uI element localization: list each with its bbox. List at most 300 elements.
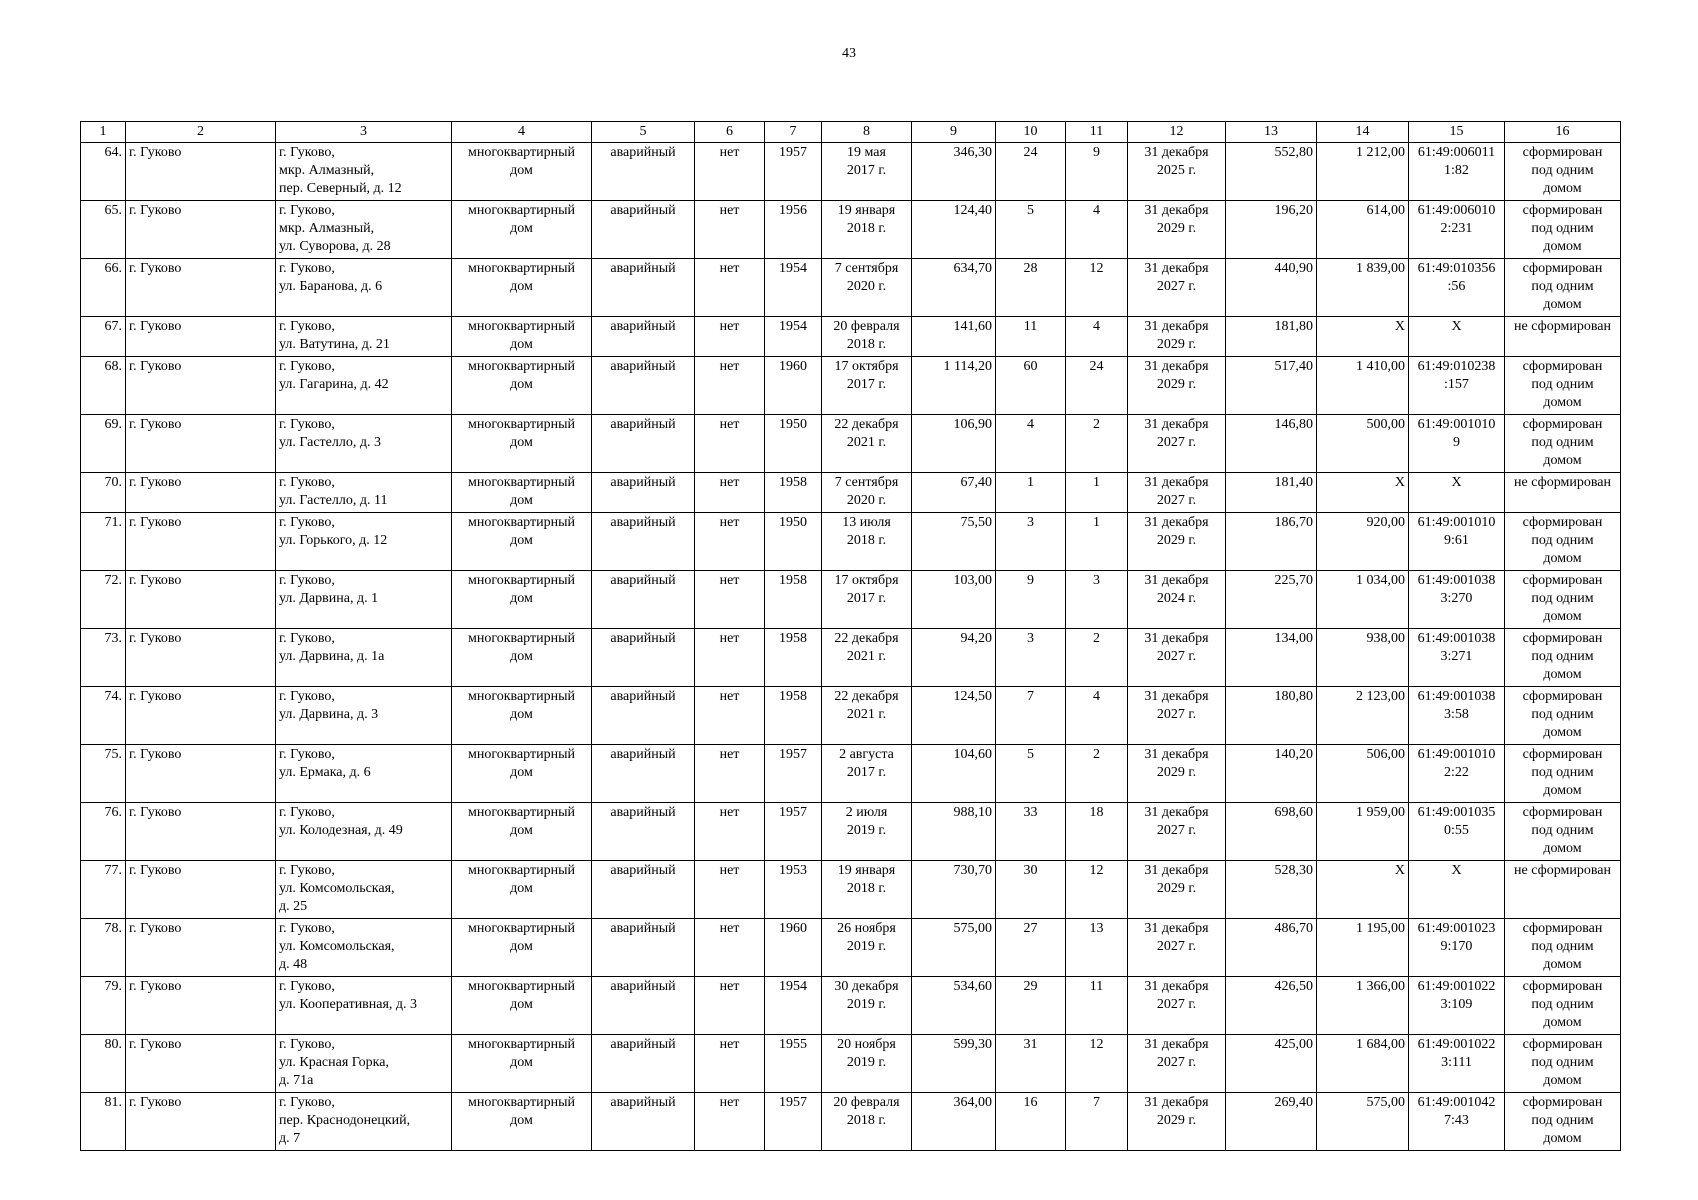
- cadastre-cell: Х: [1409, 861, 1505, 919]
- city-cell: г. Гуково: [126, 919, 276, 977]
- col10-cell: 31: [996, 1035, 1066, 1093]
- cadastre-cell: 61:49:001042 7:43: [1409, 1093, 1505, 1151]
- year-cell: 1956: [765, 201, 822, 259]
- flag-cell: нет: [695, 571, 765, 629]
- table-row: [81, 803, 1621, 861]
- status-cell: аварийный: [592, 977, 695, 1035]
- col13-cell: 528,30: [1226, 861, 1317, 919]
- col10-cell: 5: [996, 201, 1066, 259]
- address-cell: г. Гуково, ул. Гастелло, д. 3: [276, 415, 452, 473]
- city-cell: г. Гуково: [126, 473, 276, 513]
- deadline-cell: 31 декабря 2027 г.: [1128, 415, 1226, 473]
- recognition-date-cell: 26 ноября 2019 г.: [822, 919, 912, 977]
- cadastre-cell: 61:49:001023 9:170: [1409, 919, 1505, 977]
- column-header-11: 11: [1066, 122, 1128, 143]
- year-cell: 1957: [765, 1093, 822, 1151]
- area-cell: 67,40: [912, 473, 996, 513]
- row-number: 76.: [81, 803, 126, 861]
- deadline-cell: 31 декабря 2024 г.: [1128, 571, 1226, 629]
- recognition-date-cell: 22 декабря 2021 г.: [822, 687, 912, 745]
- area-cell: 575,00: [912, 919, 996, 977]
- col13-cell: 140,20: [1226, 745, 1317, 803]
- cadastre-cell: Х: [1409, 473, 1505, 513]
- table-row: [81, 1093, 1621, 1151]
- area-cell: 124,40: [912, 201, 996, 259]
- flag-cell: нет: [695, 1093, 765, 1151]
- building-type-cell: многоквартирный дом: [452, 861, 592, 919]
- area-cell: 364,00: [912, 1093, 996, 1151]
- col10-cell: 11: [996, 317, 1066, 357]
- land-status-cell: сформирован под одним домом: [1505, 201, 1621, 259]
- cadastre-cell: 61:49:001035 0:55: [1409, 803, 1505, 861]
- address-cell: г. Гуково, ул. Баранова, д. 6: [276, 259, 452, 317]
- area-cell: 346,30: [912, 143, 996, 201]
- status-cell: аварийный: [592, 317, 695, 357]
- land-status-cell: сформирован под одним домом: [1505, 977, 1621, 1035]
- land-status-cell: не сформирован: [1505, 473, 1621, 513]
- table-row: [81, 473, 1621, 513]
- land-status-cell: сформирован под одним домом: [1505, 513, 1621, 571]
- row-number: 80.: [81, 1035, 126, 1093]
- flag-cell: нет: [695, 1035, 765, 1093]
- col14-cell: 506,00: [1317, 745, 1409, 803]
- flag-cell: нет: [695, 745, 765, 803]
- address-cell: г. Гуково, ул. Колодезная, д. 49: [276, 803, 452, 861]
- year-cell: 1957: [765, 803, 822, 861]
- city-cell: г. Гуково: [126, 317, 276, 357]
- address-cell: г. Гуково, ул. Гагарина, д. 42: [276, 357, 452, 415]
- col14-cell: 920,00: [1317, 513, 1409, 571]
- building-type-cell: многоквартирный дом: [452, 1093, 592, 1151]
- col10-cell: 29: [996, 977, 1066, 1035]
- table-row: [81, 919, 1621, 977]
- city-cell: г. Гуково: [126, 977, 276, 1035]
- year-cell: 1958: [765, 629, 822, 687]
- table-row: [81, 357, 1621, 415]
- column-header-14: 14: [1317, 122, 1409, 143]
- column-header-2: 2: [126, 122, 276, 143]
- year-cell: 1954: [765, 977, 822, 1035]
- deadline-cell: 31 декабря 2029 г.: [1128, 317, 1226, 357]
- row-number: 67.: [81, 317, 126, 357]
- cadastre-cell: 61:49:001010 9:61: [1409, 513, 1505, 571]
- row-number: 78.: [81, 919, 126, 977]
- column-header-3: 3: [276, 122, 452, 143]
- table-header: [81, 122, 1621, 143]
- address-cell: г. Гуково, ул. Ермака, д. 6: [276, 745, 452, 803]
- city-cell: г. Гуково: [126, 259, 276, 317]
- land-status-cell: сформирован под одним домом: [1505, 571, 1621, 629]
- table-row: [81, 317, 1621, 357]
- land-status-cell: сформирован под одним домом: [1505, 745, 1621, 803]
- cadastre-cell: 61:49:001038 3:271: [1409, 629, 1505, 687]
- col11-cell: 12: [1066, 1035, 1128, 1093]
- deadline-cell: 31 декабря 2029 г.: [1128, 1093, 1226, 1151]
- deadline-cell: 31 декабря 2027 г.: [1128, 919, 1226, 977]
- year-cell: 1954: [765, 317, 822, 357]
- address-cell: г. Гуково, ул. Дарвина, д. 1а: [276, 629, 452, 687]
- table-row: [81, 745, 1621, 803]
- column-header-9: 9: [912, 122, 996, 143]
- col10-cell: 60: [996, 357, 1066, 415]
- col10-cell: 30: [996, 861, 1066, 919]
- column-header-13: 13: [1226, 122, 1317, 143]
- col14-cell: Х: [1317, 861, 1409, 919]
- city-cell: г. Гуково: [126, 629, 276, 687]
- building-type-cell: многоквартирный дом: [452, 629, 592, 687]
- col14-cell: Х: [1317, 317, 1409, 357]
- table-row: [81, 259, 1621, 317]
- column-header-5: 5: [592, 122, 695, 143]
- col14-cell: 938,00: [1317, 629, 1409, 687]
- row-number: 77.: [81, 861, 126, 919]
- area-cell: 730,70: [912, 861, 996, 919]
- area-cell: 141,60: [912, 317, 996, 357]
- building-type-cell: многоквартирный дом: [452, 473, 592, 513]
- year-cell: 1950: [765, 513, 822, 571]
- year-cell: 1958: [765, 687, 822, 745]
- cadastre-cell: 61:49:006011 1:82: [1409, 143, 1505, 201]
- col11-cell: 3: [1066, 571, 1128, 629]
- col10-cell: 3: [996, 513, 1066, 571]
- row-number: 72.: [81, 571, 126, 629]
- col13-cell: 698,60: [1226, 803, 1317, 861]
- address-cell: г. Гуково, ул. Дарвина, д. 3: [276, 687, 452, 745]
- address-cell: г. Гуково, мкр. Алмазный, пер. Северный, д. 12: [276, 143, 452, 201]
- col11-cell: 7: [1066, 1093, 1128, 1151]
- cadastre-cell: 61:49:001010 2:22: [1409, 745, 1505, 803]
- land-status-cell: сформирован под одним домом: [1505, 415, 1621, 473]
- land-status-cell: сформирован под одним домом: [1505, 687, 1621, 745]
- status-cell: аварийный: [592, 357, 695, 415]
- col13-cell: 180,80: [1226, 687, 1317, 745]
- flag-cell: нет: [695, 415, 765, 473]
- address-cell: г. Гуково, ул. Кооперативная, д. 3: [276, 977, 452, 1035]
- building-type-cell: многоквартирный дом: [452, 571, 592, 629]
- area-cell: 104,60: [912, 745, 996, 803]
- building-type-cell: многоквартирный дом: [452, 1035, 592, 1093]
- city-cell: г. Гуково: [126, 143, 276, 201]
- deadline-cell: 31 декабря 2027 г.: [1128, 259, 1226, 317]
- column-header-7: 7: [765, 122, 822, 143]
- year-cell: 1960: [765, 919, 822, 977]
- city-cell: г. Гуково: [126, 803, 276, 861]
- col13-cell: 425,00: [1226, 1035, 1317, 1093]
- status-cell: аварийный: [592, 803, 695, 861]
- status-cell: аварийный: [592, 415, 695, 473]
- area-cell: 988,10: [912, 803, 996, 861]
- city-cell: г. Гуково: [126, 415, 276, 473]
- col11-cell: 1: [1066, 513, 1128, 571]
- col14-cell: 1 410,00: [1317, 357, 1409, 415]
- status-cell: аварийный: [592, 1035, 695, 1093]
- col11-cell: 4: [1066, 201, 1128, 259]
- address-cell: г. Гуково, ул. Гастелло, д. 11: [276, 473, 452, 513]
- col11-cell: 4: [1066, 687, 1128, 745]
- col11-cell: 9: [1066, 143, 1128, 201]
- col10-cell: 16: [996, 1093, 1066, 1151]
- recognition-date-cell: 30 декабря 2019 г.: [822, 977, 912, 1035]
- status-cell: аварийный: [592, 687, 695, 745]
- deadline-cell: 31 декабря 2029 г.: [1128, 357, 1226, 415]
- deadline-cell: 31 декабря 2027 г.: [1128, 977, 1226, 1035]
- land-status-cell: сформирован под одним домом: [1505, 357, 1621, 415]
- recognition-date-cell: 13 июля 2018 г.: [822, 513, 912, 571]
- row-number: 65.: [81, 201, 126, 259]
- city-cell: г. Гуково: [126, 513, 276, 571]
- col11-cell: 11: [1066, 977, 1128, 1035]
- building-type-cell: многоквартирный дом: [452, 317, 592, 357]
- col14-cell: Х: [1317, 473, 1409, 513]
- building-type-cell: многоквартирный дом: [452, 415, 592, 473]
- table-row: [81, 201, 1621, 259]
- col13-cell: 146,80: [1226, 415, 1317, 473]
- col11-cell: 13: [1066, 919, 1128, 977]
- col10-cell: 7: [996, 687, 1066, 745]
- table-row: [81, 861, 1621, 919]
- table-row: [81, 977, 1621, 1035]
- col14-cell: 500,00: [1317, 415, 1409, 473]
- column-header-6: 6: [695, 122, 765, 143]
- recognition-date-cell: 19 января 2018 г.: [822, 861, 912, 919]
- area-cell: 634,70: [912, 259, 996, 317]
- city-cell: г. Гуково: [126, 687, 276, 745]
- flag-cell: нет: [695, 357, 765, 415]
- column-header-16: 16: [1505, 122, 1621, 143]
- col13-cell: 269,40: [1226, 1093, 1317, 1151]
- flag-cell: нет: [695, 201, 765, 259]
- col13-cell: 517,40: [1226, 357, 1317, 415]
- address-cell: г. Гуково, пер. Краснодонецкий, д. 7: [276, 1093, 452, 1151]
- status-cell: аварийный: [592, 861, 695, 919]
- col14-cell: 575,00: [1317, 1093, 1409, 1151]
- table-row: [81, 571, 1621, 629]
- column-header-1: 1: [81, 122, 126, 143]
- address-cell: г. Гуково, ул. Комсомольская, д. 48: [276, 919, 452, 977]
- col13-cell: 196,20: [1226, 201, 1317, 259]
- land-status-cell: сформирован под одним домом: [1505, 629, 1621, 687]
- land-status-cell: не сформирован: [1505, 317, 1621, 357]
- table-body: [81, 143, 1621, 1151]
- col11-cell: 1: [1066, 473, 1128, 513]
- deadline-cell: 31 декабря 2027 г.: [1128, 473, 1226, 513]
- address-cell: г. Гуково, мкр. Алмазный, ул. Суворова, д. 28: [276, 201, 452, 259]
- table-row: [81, 629, 1621, 687]
- recognition-date-cell: 17 октября 2017 г.: [822, 357, 912, 415]
- land-status-cell: сформирован под одним домом: [1505, 803, 1621, 861]
- col14-cell: 1 195,00: [1317, 919, 1409, 977]
- recognition-date-cell: 7 сентября 2020 г.: [822, 473, 912, 513]
- deadline-cell: 31 декабря 2029 г.: [1128, 513, 1226, 571]
- building-type-cell: многоквартирный дом: [452, 143, 592, 201]
- building-type-cell: многоквартирный дом: [452, 687, 592, 745]
- area-cell: 106,90: [912, 415, 996, 473]
- deadline-cell: 31 декабря 2027 г.: [1128, 803, 1226, 861]
- building-type-cell: многоквартирный дом: [452, 357, 592, 415]
- flag-cell: нет: [695, 687, 765, 745]
- flag-cell: нет: [695, 803, 765, 861]
- table-row: [81, 513, 1621, 571]
- deadline-cell: 31 декабря 2027 г.: [1128, 687, 1226, 745]
- row-number: 70.: [81, 473, 126, 513]
- deadline-cell: 31 декабря 2029 г.: [1128, 201, 1226, 259]
- year-cell: 1953: [765, 861, 822, 919]
- col13-cell: 225,70: [1226, 571, 1317, 629]
- year-cell: 1955: [765, 1035, 822, 1093]
- col14-cell: 1 212,00: [1317, 143, 1409, 201]
- area-cell: 1 114,20: [912, 357, 996, 415]
- year-cell: 1958: [765, 571, 822, 629]
- flag-cell: нет: [695, 861, 765, 919]
- recognition-date-cell: 19 января 2018 г.: [822, 201, 912, 259]
- col13-cell: 181,40: [1226, 473, 1317, 513]
- row-number: 71.: [81, 513, 126, 571]
- area-cell: 75,50: [912, 513, 996, 571]
- city-cell: г. Гуково: [126, 745, 276, 803]
- row-number: 66.: [81, 259, 126, 317]
- col11-cell: 2: [1066, 415, 1128, 473]
- address-cell: г. Гуково, ул. Комсомольская, д. 25: [276, 861, 452, 919]
- deadline-cell: 31 декабря 2027 г.: [1128, 1035, 1226, 1093]
- row-number: 79.: [81, 977, 126, 1035]
- col11-cell: 2: [1066, 745, 1128, 803]
- col10-cell: 1: [996, 473, 1066, 513]
- row-number: 64.: [81, 143, 126, 201]
- status-cell: аварийный: [592, 473, 695, 513]
- col14-cell: 1 959,00: [1317, 803, 1409, 861]
- status-cell: аварийный: [592, 919, 695, 977]
- deadline-cell: 31 декабря 2029 г.: [1128, 861, 1226, 919]
- col11-cell: 4: [1066, 317, 1128, 357]
- page-number: 43: [842, 46, 856, 61]
- address-cell: г. Гуково, ул. Дарвина, д. 1: [276, 571, 452, 629]
- address-cell: г. Гуково, ул. Ватутина, д. 21: [276, 317, 452, 357]
- land-status-cell: сформирован под одним домом: [1505, 1093, 1621, 1151]
- col11-cell: 2: [1066, 629, 1128, 687]
- cadastre-cell: Х: [1409, 317, 1505, 357]
- col13-cell: 181,80: [1226, 317, 1317, 357]
- header-row: [81, 122, 1621, 143]
- flag-cell: нет: [695, 919, 765, 977]
- building-type-cell: многоквартирный дом: [452, 201, 592, 259]
- flag-cell: нет: [695, 977, 765, 1035]
- status-cell: аварийный: [592, 571, 695, 629]
- year-cell: 1958: [765, 473, 822, 513]
- cadastre-cell: 61:49:001038 3:58: [1409, 687, 1505, 745]
- city-cell: г. Гуково: [126, 571, 276, 629]
- col10-cell: 28: [996, 259, 1066, 317]
- status-cell: аварийный: [592, 745, 695, 803]
- deadline-cell: 31 декабря 2027 г.: [1128, 629, 1226, 687]
- area-cell: 103,00: [912, 571, 996, 629]
- year-cell: 1957: [765, 745, 822, 803]
- cadastre-cell: 61:49:001022 3:111: [1409, 1035, 1505, 1093]
- recognition-date-cell: 22 декабря 2021 г.: [822, 629, 912, 687]
- flag-cell: нет: [695, 317, 765, 357]
- col11-cell: 24: [1066, 357, 1128, 415]
- col10-cell: 5: [996, 745, 1066, 803]
- flag-cell: нет: [695, 629, 765, 687]
- row-number: 68.: [81, 357, 126, 415]
- status-cell: аварийный: [592, 259, 695, 317]
- address-cell: г. Гуково, ул. Горького, д. 12: [276, 513, 452, 571]
- row-number: 81.: [81, 1093, 126, 1151]
- row-number: 73.: [81, 629, 126, 687]
- land-status-cell: сформирован под одним домом: [1505, 259, 1621, 317]
- col14-cell: 1 366,00: [1317, 977, 1409, 1035]
- col14-cell: 1 839,00: [1317, 259, 1409, 317]
- recognition-date-cell: 20 февраля 2018 г.: [822, 317, 912, 357]
- recognition-date-cell: 17 октября 2017 г.: [822, 571, 912, 629]
- land-status-cell: сформирован под одним домом: [1505, 143, 1621, 201]
- col13-cell: 486,70: [1226, 919, 1317, 977]
- table-row: [81, 415, 1621, 473]
- recognition-date-cell: 2 августа 2017 г.: [822, 745, 912, 803]
- col14-cell: 614,00: [1317, 201, 1409, 259]
- status-cell: аварийный: [592, 1093, 695, 1151]
- area-cell: 124,50: [912, 687, 996, 745]
- column-header-15: 15: [1409, 122, 1505, 143]
- col10-cell: 24: [996, 143, 1066, 201]
- column-header-10: 10: [996, 122, 1066, 143]
- cadastre-cell: 61:49:001038 3:270: [1409, 571, 1505, 629]
- status-cell: аварийный: [592, 629, 695, 687]
- cadastre-cell: 61:49:001010 9: [1409, 415, 1505, 473]
- col14-cell: 1 684,00: [1317, 1035, 1409, 1093]
- recognition-date-cell: 2 июля 2019 г.: [822, 803, 912, 861]
- row-number: 74.: [81, 687, 126, 745]
- row-number: 69.: [81, 415, 126, 473]
- city-cell: г. Гуково: [126, 357, 276, 415]
- col13-cell: 440,90: [1226, 259, 1317, 317]
- city-cell: г. Гуково: [126, 1035, 276, 1093]
- housing-registry-table: [80, 121, 1621, 1151]
- table-row: [81, 143, 1621, 201]
- flag-cell: нет: [695, 143, 765, 201]
- recognition-date-cell: 20 февраля 2018 г.: [822, 1093, 912, 1151]
- col13-cell: 134,00: [1226, 629, 1317, 687]
- city-cell: г. Гуково: [126, 1093, 276, 1151]
- row-number: 75.: [81, 745, 126, 803]
- col14-cell: 1 034,00: [1317, 571, 1409, 629]
- recognition-date-cell: 19 мая 2017 г.: [822, 143, 912, 201]
- area-cell: 599,30: [912, 1035, 996, 1093]
- city-cell: г. Гуково: [126, 201, 276, 259]
- deadline-cell: 31 декабря 2029 г.: [1128, 745, 1226, 803]
- col11-cell: 12: [1066, 259, 1128, 317]
- recognition-date-cell: 20 ноября 2019 г.: [822, 1035, 912, 1093]
- address-cell: г. Гуково, ул. Красная Горка, д. 71а: [276, 1035, 452, 1093]
- building-type-cell: многоквартирный дом: [452, 919, 592, 977]
- cadastre-cell: 61:49:010356 :56: [1409, 259, 1505, 317]
- col10-cell: 9: [996, 571, 1066, 629]
- cadastre-cell: 61:49:001022 3:109: [1409, 977, 1505, 1035]
- flag-cell: нет: [695, 259, 765, 317]
- area-cell: 94,20: [912, 629, 996, 687]
- year-cell: 1960: [765, 357, 822, 415]
- building-type-cell: многоквартирный дом: [452, 977, 592, 1035]
- city-cell: г. Гуково: [126, 861, 276, 919]
- building-type-cell: многоквартирный дом: [452, 513, 592, 571]
- col10-cell: 33: [996, 803, 1066, 861]
- col11-cell: 12: [1066, 861, 1128, 919]
- table-row: [81, 1035, 1621, 1093]
- land-status-cell: не сформирован: [1505, 861, 1621, 919]
- year-cell: 1957: [765, 143, 822, 201]
- column-header-8: 8: [822, 122, 912, 143]
- year-cell: 1954: [765, 259, 822, 317]
- col11-cell: 18: [1066, 803, 1128, 861]
